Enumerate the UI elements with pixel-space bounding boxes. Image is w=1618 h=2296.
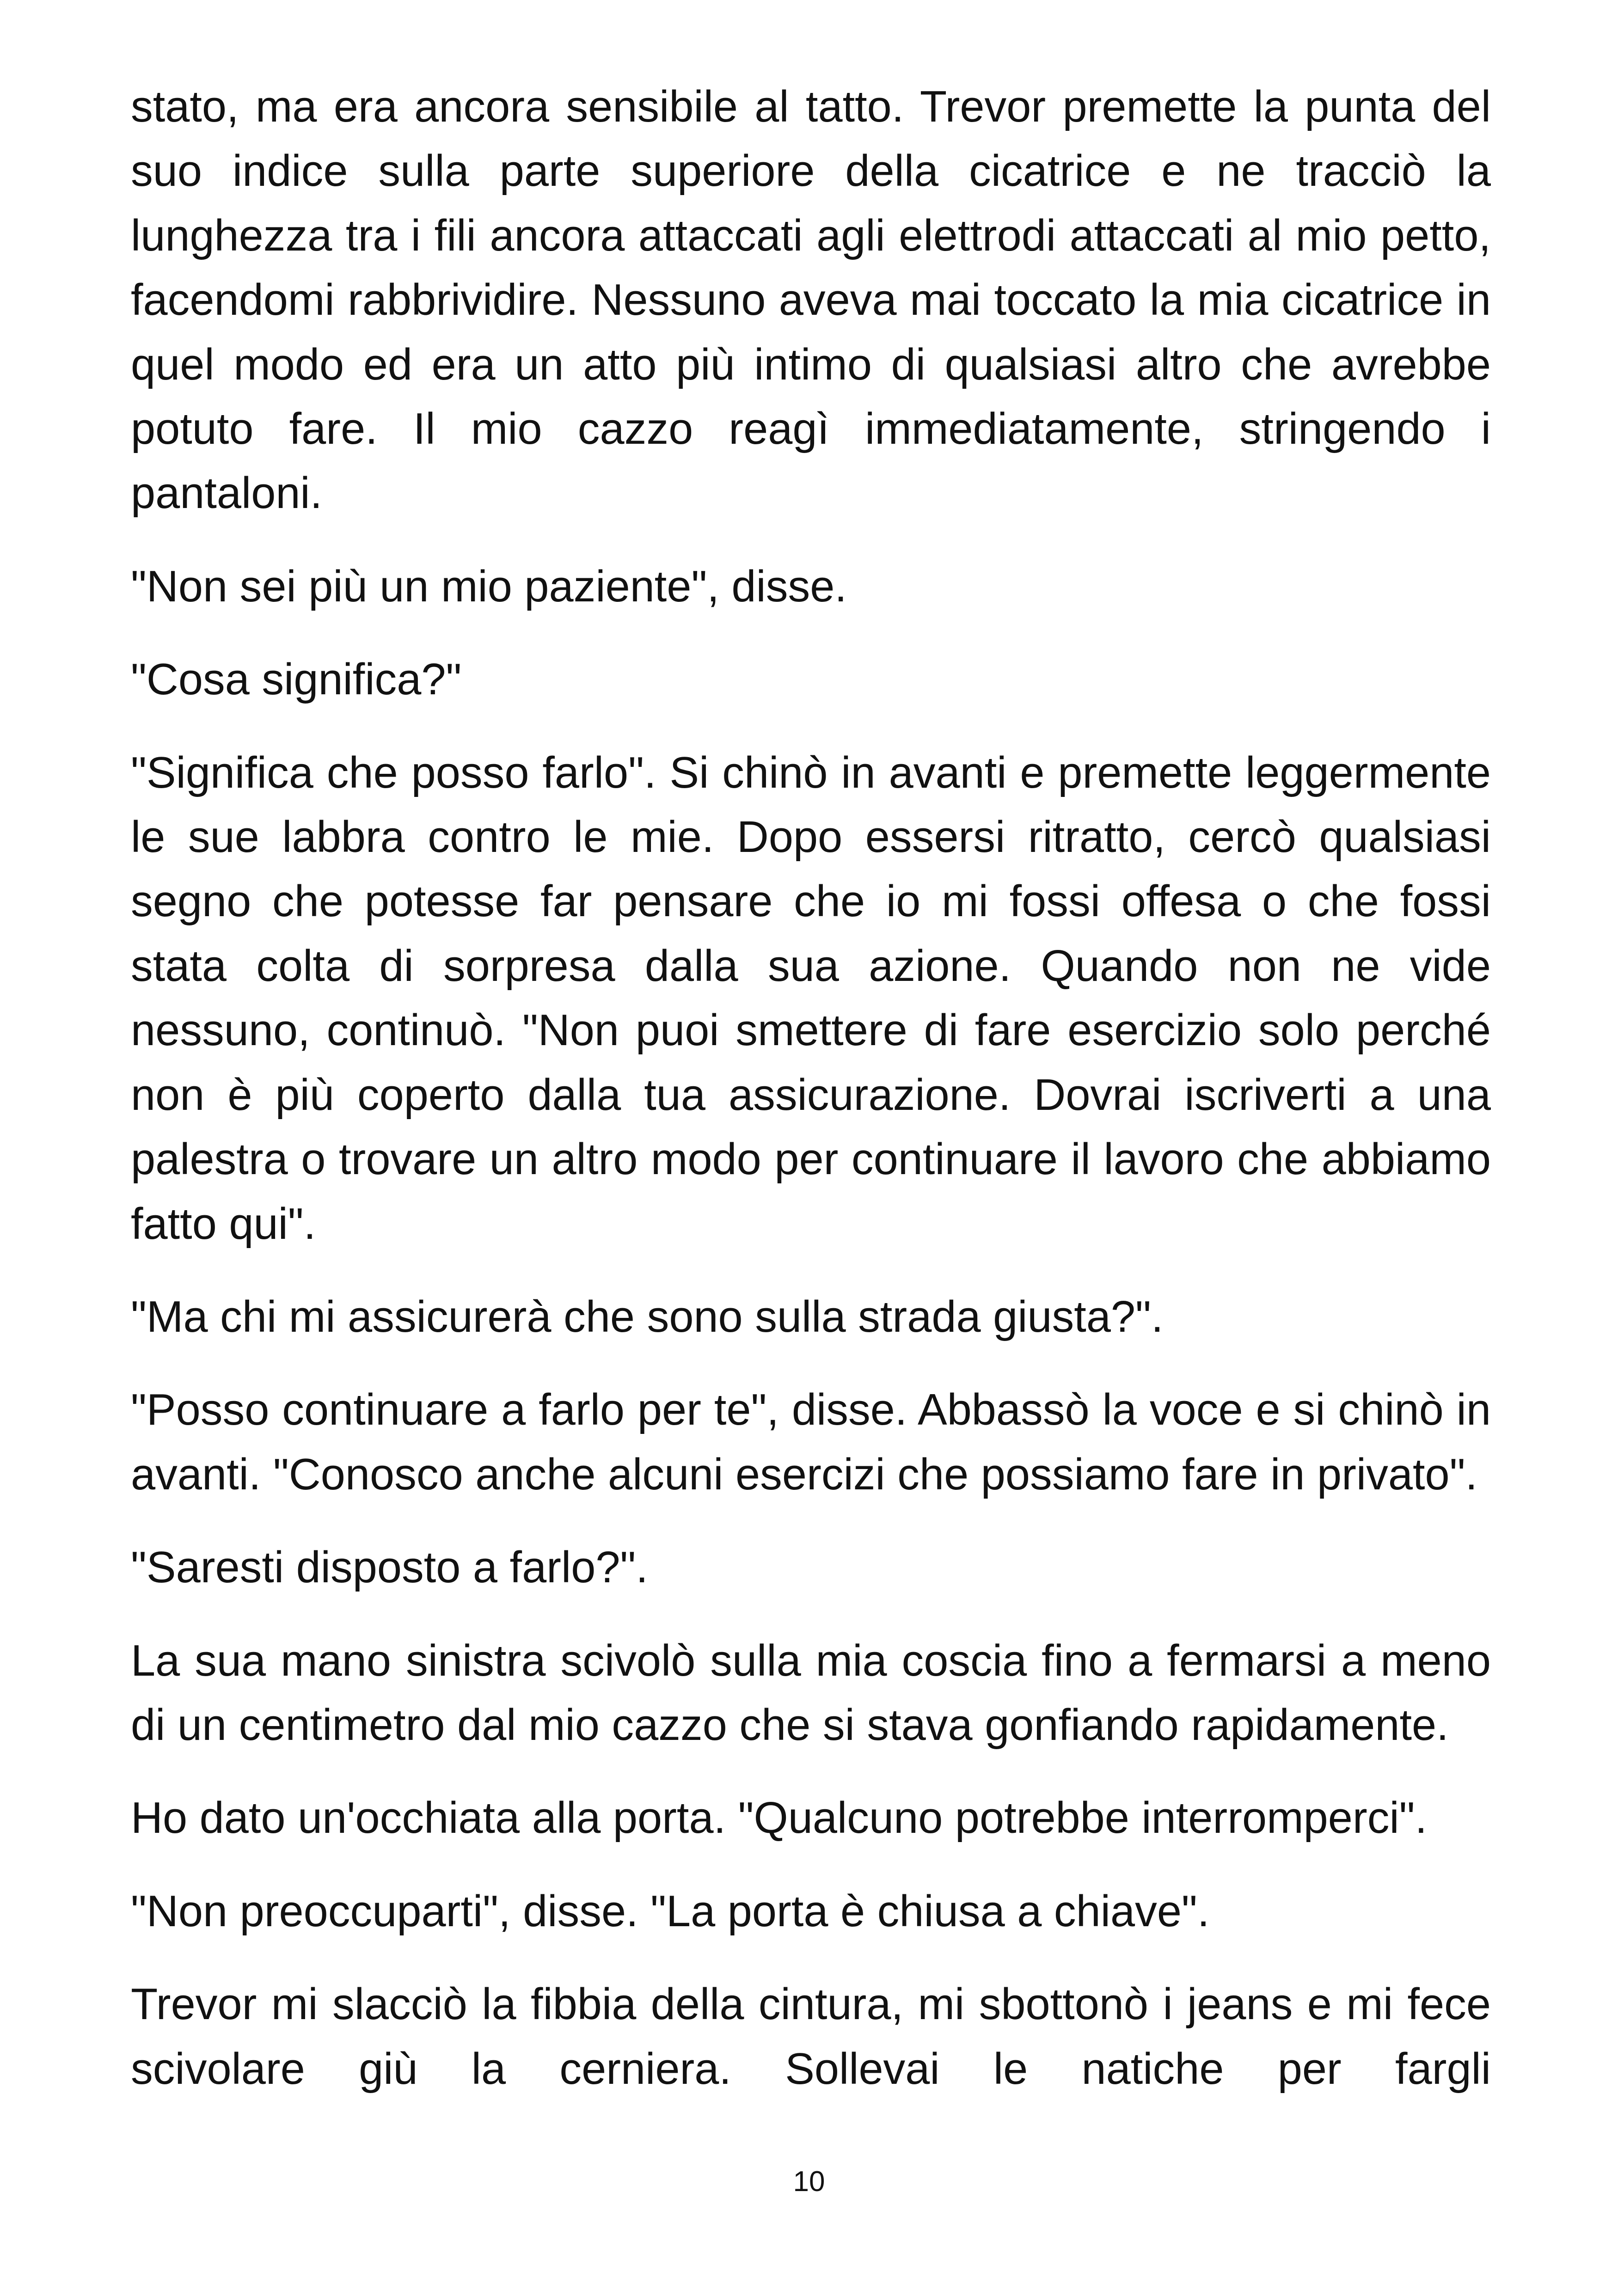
body-text: [131, 75, 1491, 2101]
paragraph-4: "Significa che posso farlo". Si chinò in avanti e premette leggermente le sue labbra contro le mie. Dopo essersi ritratto, cercò qualsiasi segno che potesse far pensare che io mi fossi offesa o che fossi stata colta di sorpresa dalla sua azione. Quando non ne vide nessuno, continuò. "Non puoi smettere di fare esercizio solo perché non è più coperto dalla tua assicurazione. Dovrai iscriverti a una palestra o trovare un altro modo per continuare il lavoro che abbiamo fatto qui".: [131, 748, 1491, 1249]
paragraph-11: Trevor mi slacciò la fibbia della cintura, mi sbottonò i jeans e mi fece scivolare giù la cerniera. Sollevai le natiche per fargli: [131, 1980, 1491, 2094]
paragraph-9: Ho dato un'occhiata alla porta. "Qualcuno potrebbe interromperci".: [131, 1794, 1428, 1843]
paragraph-2: "Non sei più un mio paziente", disse.: [131, 562, 847, 611]
paragraph-6: "Posso continuare a farlo per te", disse. Abbassò la voce e si chinò in avanti. "Conosco anche alcuni esercizi che possiamo fare in privato".: [131, 1385, 1491, 1499]
paragraph-3: "Cosa significa?": [131, 655, 462, 704]
paragraph-5: "Ma chi mi assicurerà che sono sulla strada giusta?".: [131, 1292, 1164, 1341]
paragraph-1: stato, ma era ancora sensibile al tatto. Trevor premette la punta del suo indice sulla parte superiore della cicatrice e ne tracciò la lunghezza tra i fili ancora attaccati agli elettrodi attaccati al mio petto, facendomi rabbrividire. Nessuno aveva mai toccato la mia cicatrice in quel modo ed era un atto più intimo di qualsiasi altro che avrebbe potuto fare. Il mio cazzo reagì immediatamente, stringendo i pantaloni.: [131, 82, 1491, 518]
paragraph-10: "Non preoccuparti", disse. "La porta è chiusa a chiave".: [131, 1886, 1210, 1936]
page-number: 10: [793, 2166, 825, 2198]
paragraph-7: "Saresti disposto a farlo?".: [131, 1543, 648, 1592]
paragraph-8: La sua mano sinistra scivolò sulla mia coscia fino a fermarsi a meno di un centimetro dal mio cazzo che si stava gonfiando rapidamente.: [131, 1636, 1491, 1750]
